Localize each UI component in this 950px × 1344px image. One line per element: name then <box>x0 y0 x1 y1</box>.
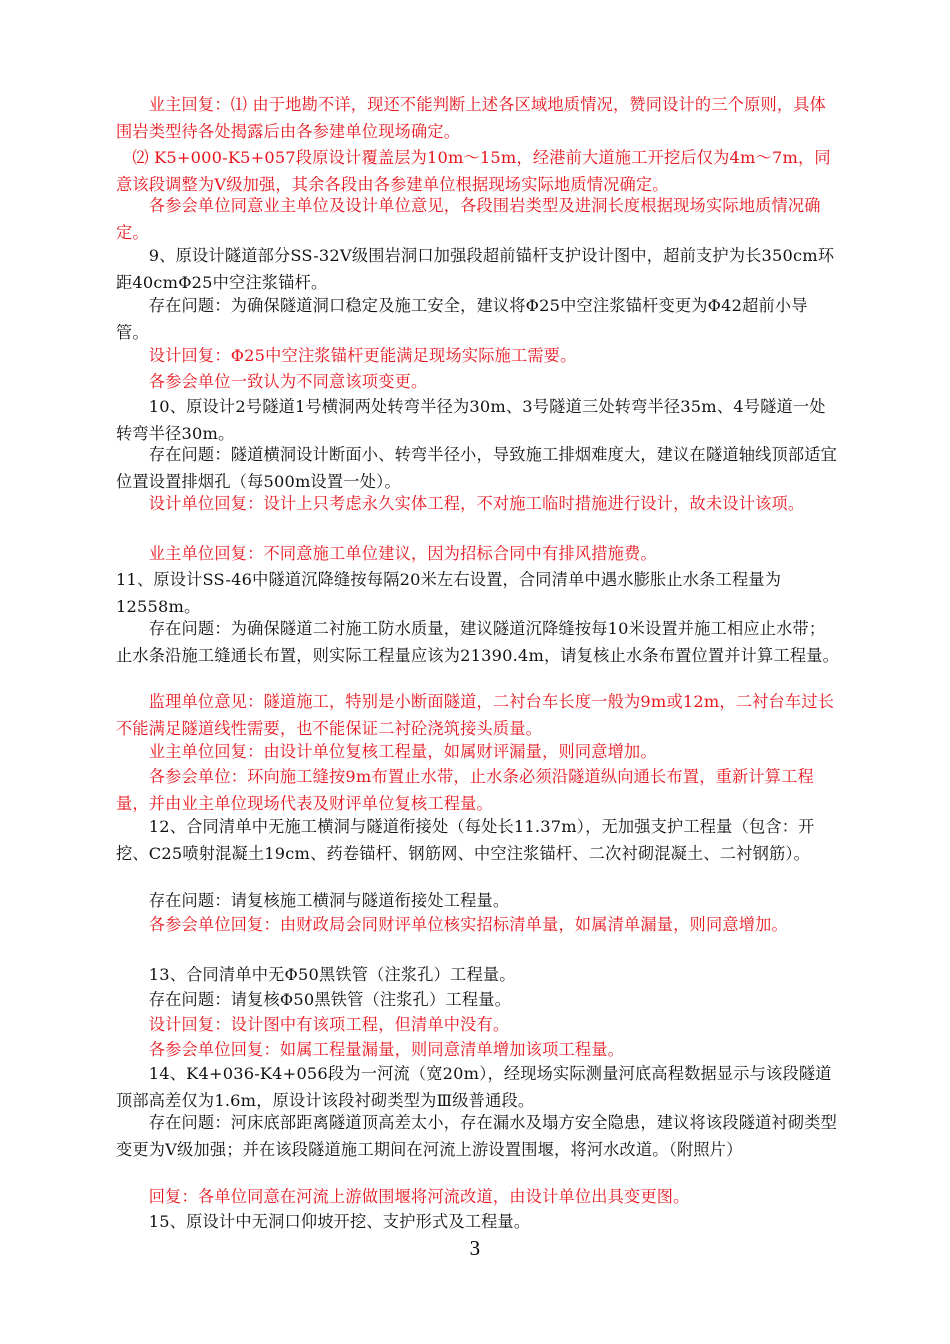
paragraph-issue-11: 存在问题：为确保隧道二衬施工防水质量，建议隧道沉降缝按每10米设置并施工相应止水带；止水条沿施工缝通长布置，则实际工程量应该为21390.4m，请复核止水条布置位置并计算工程量。 <box>116 619 839 665</box>
paragraph-design-reply-10: 设计单位回复：设计上只考虑永久实体工程，不对施工临时措施进行设计，故未设计该项。 <box>116 494 805 513</box>
paragraph-consensus-geology: 各参会单位同意业主单位及设计单位意见，各段围岩类型及进洞长度根据现场实际地质情况确定。 <box>116 196 821 242</box>
paragraph-owner-reply-11: 业主单位回复：由设计单位复核工程量，如属财评漏量，则同意增加。 <box>116 742 657 761</box>
paragraph-owner-reply-2: ⑵ K5+000-K5+057段原设计覆盖层为10m～15m，经港前大道施工开挖后仅为4m～7m，同意该段调整为Ⅴ级加强，其余各段由各参建单位根据现场实际地质情况确定。 <box>116 148 831 194</box>
paragraph-issue-13: 存在问题：请复核Φ50黑铁管（注浆孔）工程量。 <box>116 990 511 1009</box>
page-number: 3 <box>469 1236 481 1260</box>
paragraph-consensus-12: 各参会单位回复：由财政局会同财评单位核实招标清单量，如属清单漏量，则同意增加。 <box>116 915 788 934</box>
paragraph-owner-reply-1: 业主回复：⑴ 由于地勘不详，现还不能判断上述各区域地质情况，赞同设计的三个原则，具体围岩类型待各处揭露后由各参建单位现场确定。 <box>116 95 827 141</box>
paragraph-item-15: 15、原设计中无洞口仰坡开挖、支护形式及工程量。 <box>116 1212 531 1231</box>
paragraph-consensus-13: 各参会单位回复：如属工程量漏量，则同意清单增加该项工程量。 <box>116 1040 625 1059</box>
paragraph-item-9: 9、原设计隧道部分SS-32Ⅴ级围岩洞口加强段超前锚杆支护设计图中，超前支护为长350cm环距40cmΦ25中空注浆锚杆。 <box>116 246 835 292</box>
paragraph-item-11: 11、原设计SS-46中隧道沉降缝按每隔20米左右设置，合同清单中遇水膨胀止水条工程量为12558m。 <box>116 570 782 616</box>
paragraph-issue-14: 存在问题：河床底部距离隧道顶高差太小，存在漏水及塌方安全隐患，建议将该段隧道衬砌类型变更为Ⅴ级加强；并在该段隧道施工期间在河流上游设置围堰，将河水改道。（附照片） <box>116 1113 838 1159</box>
paragraph-item-13: 13、合同清单中无Φ50黑铁管（注浆孔）工程量。 <box>116 965 516 984</box>
paragraph-reply-14: 回复：各单位同意在河流上游做围堰将河流改道，由设计单位出具变更图。 <box>116 1187 690 1206</box>
paragraph-consensus-9: 各参会单位一致认为不同意该项变更。 <box>116 372 428 391</box>
paragraph-owner-reply-10: 业主单位回复：不同意施工单位建议，因为招标合同中有排风措施费。 <box>116 544 657 563</box>
paragraph-issue-12: 存在问题：请复核施工横洞与隧道衔接处工程量。 <box>116 891 510 910</box>
paragraph-issue-9: 存在问题：为确保隧道洞口稳定及施工安全，建议将Φ25中空注浆锚杆变更为Φ42超前小导管。 <box>116 296 808 342</box>
paragraph-item-10: 10、原设计2号隧道1号横洞两处转弯半径为30m、3号隧道三处转弯半径35m、4号隧道一处转弯半径30m。 <box>116 397 826 443</box>
paragraph-item-12: 12、合同清单中无施工横洞与隧道衔接处（每处长11.37m），无加强支护工程量（包含：开挖、C25喷射混凝土19cm、药卷锚杆、钢筋网、中空注浆锚杆、二次衬砌混凝土、二衬钢筋）。 <box>116 817 815 863</box>
paragraph-consensus-11: 各参会单位：环向施工缝按9m布置止水带，止水条必须沿隧道纵向通长布置，重新计算工程量，并由业主单位现场代表及财评单位复核工程量。 <box>116 767 814 813</box>
paragraph-design-reply-13: 设计回复：设计图中有该项工程，但清单中没有。 <box>116 1015 510 1034</box>
paragraph-supervisor-11: 监理单位意见：隧道施工，特别是小断面隧道，二衬台车长度一般为9m或12m，二衬台车过长不能满足隧道线性需要，也不能保证二衬砼浇筑接头质量。 <box>116 692 835 738</box>
paragraph-design-reply-9: 设计回复：Φ25中空注浆锚杆更能满足现场实际施工需要。 <box>116 346 577 365</box>
paragraph-issue-10: 存在问题：隧道横洞设计断面小、转弯半径小，导致施工排烟难度大，建议在隧道轴线顶部适宜位置设置排烟孔（每500m设置一处）。 <box>116 445 838 491</box>
paragraph-item-14: 14、K4+036-K4+056段为一河流（宽20m），经现场实际测量河底高程数据显示与该段隧道顶部高差仅为1.6m，原设计该段衬砌类型为Ⅲ级普通段。 <box>116 1064 832 1110</box>
